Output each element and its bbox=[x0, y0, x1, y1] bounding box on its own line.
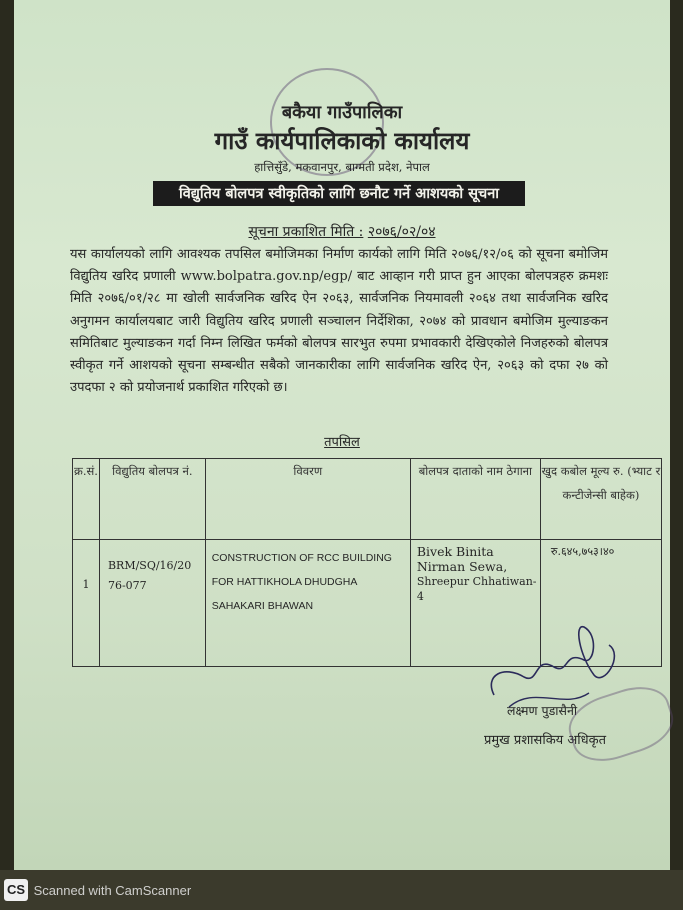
scanner-text: Scanned with CamScanner bbox=[33, 882, 192, 898]
description-line: FOR HATTIKHOLA DHUDGHA bbox=[211, 576, 358, 588]
signature-stroke bbox=[491, 627, 614, 695]
bid-number-line: BRM/SQ/16/20 bbox=[107, 559, 192, 572]
cell-sn: 1 bbox=[73, 540, 100, 667]
notice-body: यस कार्यालयको लागि आवश्यक तपसिल बमोजिमका निर्माण कार्यको लागि मिति २०७६/१२/०६ को सूचना बमोजिम विद्युतिय खरिद प्रणाली www.bolpatra.gov.np/egp/ बाट आव्हान गरी प्राप्त हुन आएका बोलपत्रहरु क्रमशः मिति २०७६/०१/२८ मा खोली सार्वजनिक खरिद ऐन २०६३, सार्वजनिक नियमावली २०६४ तथा सार्वजनिक खरिद अनुगमन कार्यालयबाट जारी विद्युतिय खरिद प्रणाली सञ्चालन निर्देशिका, २०७४ को प्रावधान बमोजिम मुल्याङकन समितिबाट मुल्याङकन गर्दा निम्न लिखित फर्मको बोलपत्र सारभुत रुपमा प्रभावकारी देखिएकोले निजहरुको बोलपत्र स्वीकृत गर्ने आशयको सूचना सम्बन्धीत सबैको जानकारीका लागि सार्वजनिक खरिद ऐन, २०६३ को दफा २७ को उपदफा २ को प्रयोजनार्थ प्रकाशित गरिएको छ। bbox=[70, 247, 608, 396]
description-line: SAHAKARI BHAWAN bbox=[211, 600, 314, 612]
signatory-name: लक्ष्मण पुडासैनी bbox=[507, 703, 578, 718]
publication-date-value: २०७६/०२/०४ bbox=[367, 224, 436, 240]
publication-date bbox=[14, 222, 670, 241]
municipality-name: बकैया गाउँपालिका bbox=[281, 102, 403, 123]
bidder-name: Bivek Binita Nirman Sewa, bbox=[416, 544, 508, 574]
office-name: गाउँ कार्यपालिकाको कार्यालय bbox=[214, 126, 470, 155]
col-header-sn: क्र.सं. bbox=[73, 459, 100, 540]
scanner-watermark bbox=[4, 879, 191, 903]
camscanner-logo-icon: CS bbox=[4, 879, 28, 901]
cell-description bbox=[205, 540, 410, 667]
col-header-description: विवरण bbox=[205, 459, 410, 540]
cell-bid-number bbox=[99, 540, 205, 667]
notice-title-banner: विद्युतिय बोलपत्र स्वीकृतिको लागि छनौट गर्ने आशयको सूचना bbox=[153, 181, 525, 206]
col-header-bidder: बोलपत्र दाताको नाम ठेगाना bbox=[410, 459, 540, 540]
bid-number-line: 76-077 bbox=[107, 579, 147, 592]
description-line: CONSTRUCTION OF RCC BUILDING bbox=[211, 552, 392, 564]
col-header-bid-number: विद्युतिय बोलपत्र नं. bbox=[99, 459, 205, 540]
col-header-amount: खुद कबोल मूल्य रु. (भ्याट र कन्टीजेन्सी बाहेक) bbox=[540, 459, 661, 540]
cell-amount: रु.६४५,७५३।४० bbox=[540, 540, 661, 667]
signatory-title: प्रमुख प्रशासकिय अधिकृत bbox=[484, 733, 607, 748]
publication-date-label: सूचना प्रकाशित मिति : bbox=[248, 224, 364, 240]
notice-paper bbox=[14, 0, 670, 870]
table-header-row bbox=[73, 459, 662, 540]
office-address: हात्तिसुँडे, मकवानपुर, बाग्मती प्रदेश, नेपाल bbox=[254, 160, 430, 174]
bidder-address: Shreepur Chhatiwan-4 bbox=[416, 575, 537, 603]
schedule-title: तपसिल bbox=[324, 435, 360, 450]
